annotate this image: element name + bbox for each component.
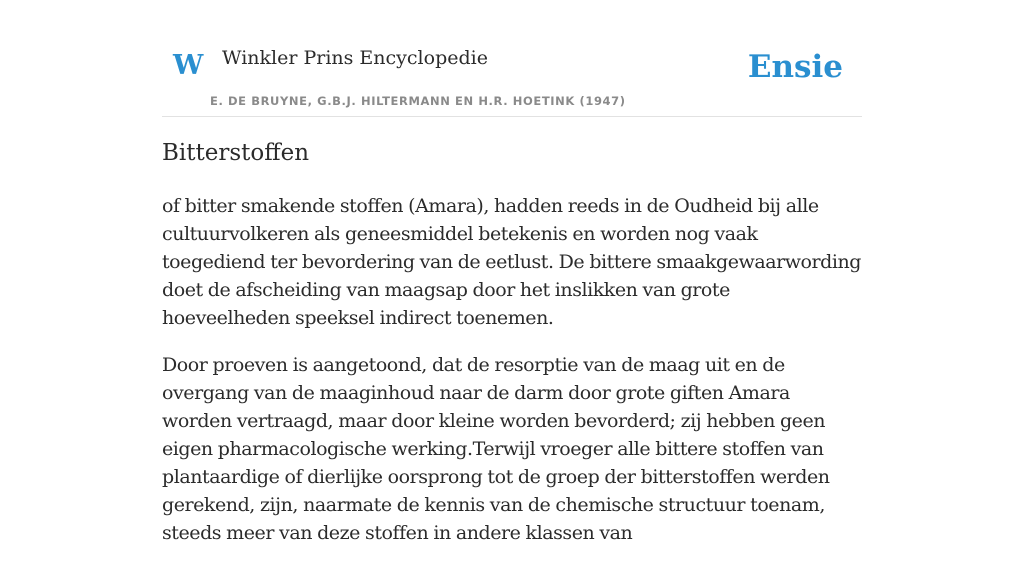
source-logo-icon[interactable]: W [173,50,204,81]
page [162,0,862,544]
article-paragraph: Door proeven is aangetoond, dat de resorptie van de maag uit en de overgang van de maaginhoud naar de darm door grote giften Amara worden vertraagd, maar door kleine worden bevorderd; zij hebben geen eigen pharmacologische werking.Terwijl vroeger alle bittere stoffen van plantaardige of dierlijke oorsprong tot de groep der bitterstoffen werden gerekend, zijn, naarmate de kennis van de chemische structuur toenam, steeds meer van deze stoffen in andere klassen van [162,354,830,544]
source-title[interactable]: Winkler Prins Encyclopedie [222,47,488,69]
source-authors: E. DE BRUYNE, G.B.J. HILTERMANN EN H.R. HOETINK (1947) [210,94,626,108]
article-paragraph: of bitter smakende stoffen (Amara), hadden reeds in de Oudheid bij alle cultuurvolkeren als geneesmiddel betekenis en worden nog vaak toegediend ter bevordering van de eetlust. De bittere smaakgewaarwording doet de afscheiding van maagsap door het inslikken van grote hoeveelheden speeksel indirect toenemen. [162,195,862,329]
brand-logo[interactable]: Ensie [747,49,843,85]
article-title: Bitterstoffen [162,140,310,166]
source-header [162,0,862,117]
article-body [162,192,862,566]
